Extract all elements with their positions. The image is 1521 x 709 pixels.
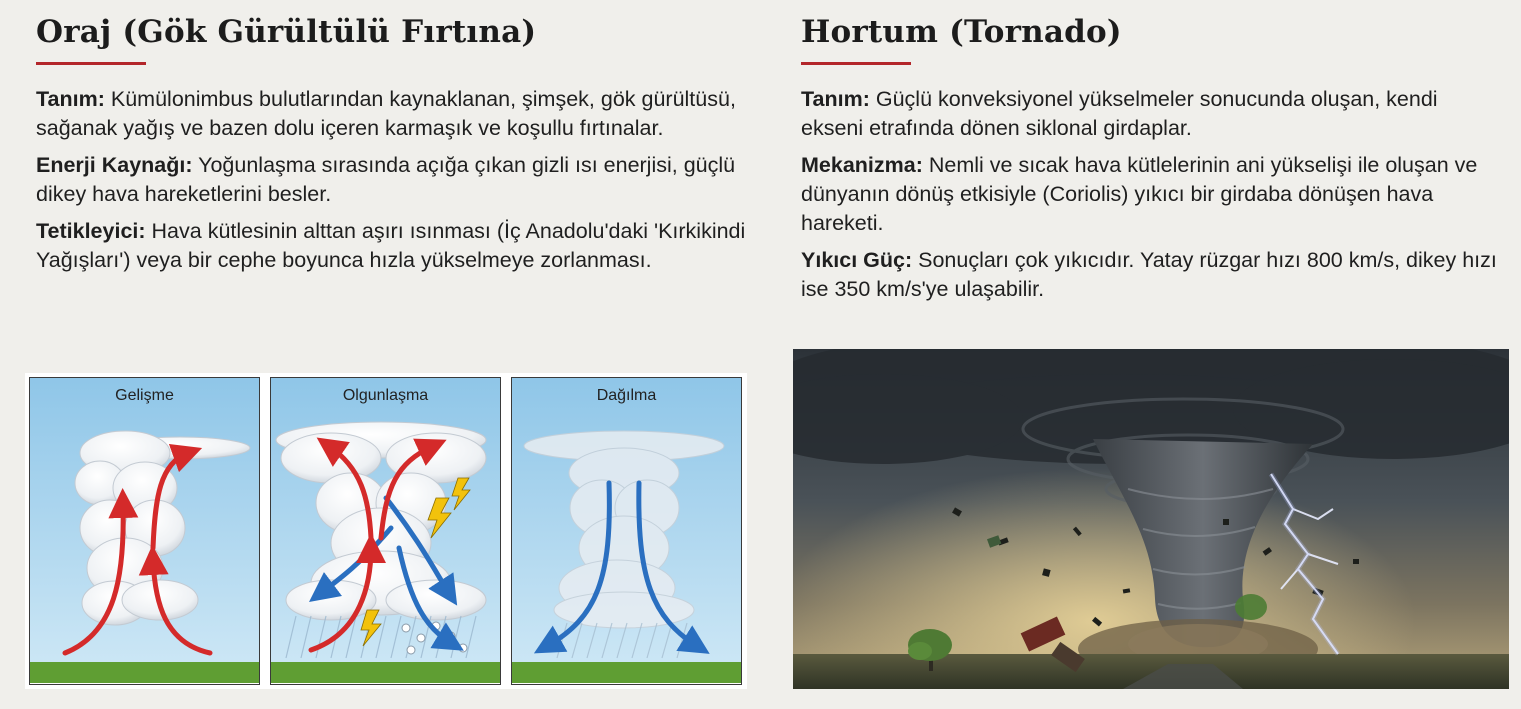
stage-label-development: Gelişme bbox=[115, 387, 174, 404]
mechanism-text: Nemli ve sıcak hava kütlelerinin ani yükselişi ile oluşan ve dünyanın dönüş etkisiyle (Coriolis) yıkıcı bir girdaba dönüşen hava hareketi. bbox=[801, 153, 1478, 235]
energy-label: Enerji Kaynağı: bbox=[36, 153, 193, 177]
energy-paragraph bbox=[36, 151, 756, 209]
stage-panel-development bbox=[29, 377, 260, 685]
storm-stages-diagram bbox=[25, 373, 747, 689]
energy-text: Yoğunlaşma sırasında açığa çıkan gizli ısı enerjisi, güçlü dikey hava hareketlerini besler. bbox=[36, 153, 736, 206]
definition-label: Tanım: bbox=[36, 87, 105, 111]
definition-paragraph bbox=[801, 85, 1501, 143]
trigger-label: Tetikleyici: bbox=[36, 219, 146, 243]
title-underline bbox=[801, 62, 911, 65]
tornado-photo bbox=[793, 349, 1509, 689]
tornado-title: Hortum (Tornado) bbox=[801, 14, 1122, 50]
destructive-power-label: Yıkıcı Güç: bbox=[801, 248, 913, 272]
stage-label-dissipation: Dağılma bbox=[596, 387, 657, 404]
stage-panel-mature bbox=[270, 377, 501, 685]
definition-text: Güçlü konveksiyonel yükselmeler sonucunda oluşan, kendi ekseni etrafında dönen siklonal girdaplar. bbox=[801, 87, 1438, 140]
trigger-text: Hava kütlesinin alttan aşırı ısınması (İç Anadolu'daki 'Kırkikindi Yağışları') veya bir cephe boyunca hızla yükselmeye zorlanması. bbox=[36, 219, 746, 272]
thunderstorm-title: Oraj (Gök Gürültülü Fırtına) bbox=[36, 14, 537, 50]
tornado-section bbox=[801, 0, 1501, 304]
definition-text: Kümülonimbus bulutlarından kaynaklanan, şimşek, gök gürültüsü, sağanak yağış ve bazen dolu içeren karmaşık ve koşullu fırtınalar. bbox=[36, 87, 736, 140]
destructive-power-text: Sonuçları çok yıkıcıdır. Yatay rüzgar hızı 800 km/s, dikey hızı ise 350 km/s'ye ulaşabilir. bbox=[801, 248, 1497, 301]
tornado-text bbox=[801, 85, 1501, 304]
definition-label: Tanım: bbox=[801, 87, 870, 111]
stage-panel-dissipation bbox=[511, 377, 742, 685]
mechanism-label: Mekanizma: bbox=[801, 153, 923, 177]
definition-paragraph bbox=[36, 85, 756, 143]
title-underline bbox=[36, 62, 146, 65]
destructive-power-paragraph bbox=[801, 246, 1501, 304]
thunderstorm-text bbox=[36, 85, 756, 275]
thunderstorm-section bbox=[36, 0, 756, 275]
trigger-paragraph bbox=[36, 217, 756, 275]
stage-label-mature: Olgunlaşma bbox=[342, 387, 429, 404]
mechanism-paragraph bbox=[801, 151, 1501, 238]
